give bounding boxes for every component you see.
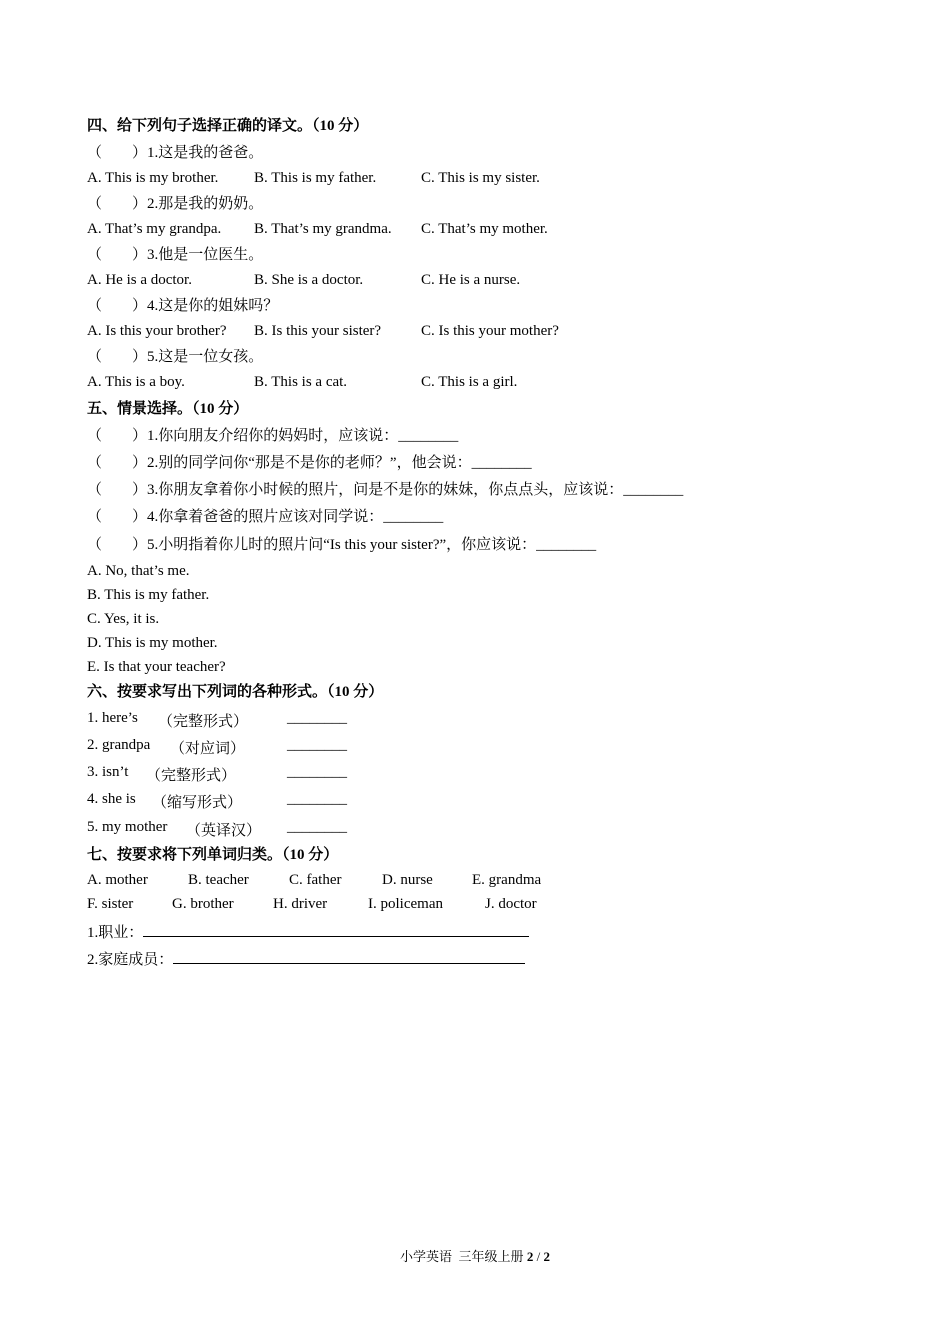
footer-page-number: 2 (526, 1249, 534, 1264)
s6-item4-hint: （缩写形式） (152, 795, 243, 811)
s5-option-d: D. This is my mother. (87, 635, 218, 651)
s7-category-occupation (87, 921, 529, 942)
section5-heading: 五、情景选择。（10 分） (87, 401, 249, 417)
s4-q3-option-a: A. He is a doctor. (87, 272, 192, 288)
s6-item1-word: 1. here’s (87, 710, 138, 726)
s4-q4-prompt: （ ）4.这是你的姐妹吗？ (87, 298, 279, 314)
s6-item1-hint: （完整形式） (158, 714, 249, 730)
s7-word-b: B. teacher (188, 872, 249, 888)
footer-text: 小学英语 三年级上册 (400, 1249, 527, 1264)
footer-page-total: 2 (543, 1249, 550, 1264)
s5-q3: （ ）3.你朋友拿着你小时候的照片，问是不是你的妹妹，你点点头，应该说：________ (87, 482, 684, 498)
s6-item5-hint: （英译汉） (186, 823, 262, 839)
s5-q4: （ ）4.你拿着爸爸的照片应该对同学说：________ (87, 509, 444, 525)
s5-q2: （ ）2.别的同学问你“那是不是你的老师？”，他会说：________ (87, 455, 532, 471)
footer-separator: / (533, 1249, 544, 1264)
s7-category-occupation-blank (143, 922, 529, 937)
s7-word-c: C. father (289, 872, 342, 888)
s5-option-b: B. This is my father. (87, 587, 210, 603)
s4-q2-option-a: A. That’s my grandpa. (87, 221, 222, 237)
s4-q2-option-b: B. That’s my grandma. (254, 221, 392, 237)
s7-word-d: D. nurse (382, 872, 433, 888)
s6-item3-word: 3. isn’t (87, 764, 129, 780)
s6-item4-word: 4. she is (87, 791, 136, 807)
s7-category-family-blank (173, 949, 525, 964)
s7-word-f: F. sister (87, 896, 134, 912)
s4-q4-option-b: B. Is this your sister? (254, 323, 382, 339)
s5-option-a: A. No, that’s me. (87, 563, 190, 579)
s4-q3-prompt: （ ）3.他是一位医生。 (87, 247, 264, 263)
s6-item4-blank: ________ (287, 791, 347, 807)
s4-q1-option-c: C. This is my sister. (421, 170, 540, 186)
s4-q2-prompt: （ ）2.那是我的奶奶。 (87, 196, 264, 212)
s6-item3-blank: ________ (287, 764, 347, 780)
s4-q1-option-b: B. This is my father. (254, 170, 377, 186)
s6-item2-hint: （对应词） (170, 741, 246, 757)
s6-item5-word: 5. my mother (87, 819, 168, 835)
s6-item2-word: 2. grandpa (87, 737, 151, 753)
s5-option-e: E. Is that your teacher? (87, 659, 226, 675)
s5-option-c: C. Yes, it is. (87, 611, 160, 627)
s4-q3-option-c: C. He is a nurse. (421, 272, 521, 288)
s4-q1-prompt: （ ）1.这是我的爸爸。 (87, 145, 264, 161)
s7-category-occupation-label: 1.职业： (87, 925, 144, 941)
s5-q5: （ ）5.小明指着你儿时的照片问“Is this your sister?”，你应该说：________ (87, 537, 597, 553)
s5-q1: （ ）1.你向朋友介绍你的妈妈时，应该说：________ (87, 428, 459, 444)
s7-word-j: J. doctor (485, 896, 537, 912)
s7-word-i: I. policeman (368, 896, 443, 912)
s4-q1-option-a: A. This is my brother. (87, 170, 219, 186)
s4-q2-option-c: C. That’s my mother. (421, 221, 548, 237)
s6-item5-blank: ________ (287, 819, 347, 835)
s6-item1-blank: ________ (287, 710, 347, 726)
s7-word-h: H. driver (273, 896, 328, 912)
page-footer (0, 1246, 950, 1265)
s6-item2-blank: ________ (287, 737, 347, 753)
section4-heading: 四、给下列句子选择正确的译文。（10 分） (87, 118, 369, 134)
s7-category-family-label: 2.家庭成员： (87, 952, 174, 968)
s4-q3-option-b: B. She is a doctor. (254, 272, 364, 288)
s4-q5-prompt: （ ）5.这是一位女孩。 (87, 349, 264, 365)
s4-q4-option-a: A. Is this your brother? (87, 323, 227, 339)
section6-heading: 六、按要求写出下列词的各种形式。（10 分） (87, 684, 384, 700)
s4-q5-option-a: A. This is a boy. (87, 374, 185, 390)
s7-word-e: E. grandma (472, 872, 542, 888)
s7-word-g: G. brother (172, 896, 234, 912)
s4-q4-option-c: C. Is this your mother? (421, 323, 559, 339)
s4-q5-option-c: C. This is a girl. (421, 374, 518, 390)
s7-word-a: A. mother (87, 872, 148, 888)
s4-q5-option-b: B. This is a cat. (254, 374, 348, 390)
s7-category-family (87, 948, 525, 969)
section7-heading: 七、按要求将下列单词归类。（10 分） (87, 847, 339, 863)
s6-item3-hint: （完整形式） (146, 768, 237, 784)
